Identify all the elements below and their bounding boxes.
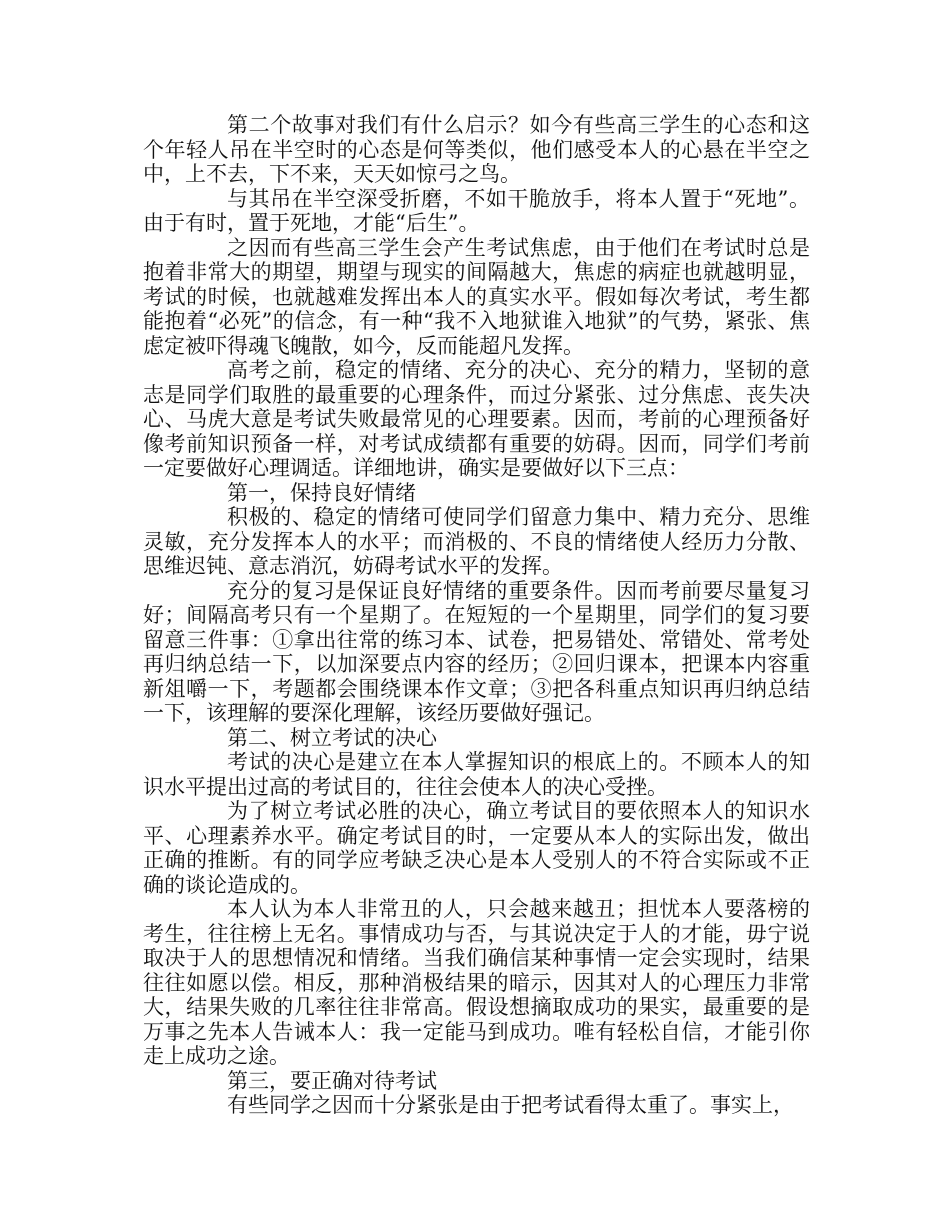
paragraph: 有些同学之因而十分紧张是由于把考试看得太重了。事实上，: [227, 1093, 794, 1117]
paragraph: 为了树立考试必胜的决心，确立考试目的要依照本人的知识水平、心理素养水平。确定考试目的时，一定要从本人的实际出发，做出正确的推断。有的同学应考缺乏决心是本人受别人的不符合实际或不正确的谈论造成的。: [143, 799, 810, 897]
paragraph: 充分的复习是保证良好情绪的重要条件。因而考前要尽量复习好；间隔高考只有一个星期了。在短短的一个星期里，同学们的复习要留意三件事：①拿出往常的练习本、试卷，把易错处、常错处、常考处再归纳总结一下，以加深要点内容的经历；②回归课本，把课本内容重新俎嚼一下，考题都会围绕课本作文章；③把各科重点知识再归纳总结一下，该理解的要深化理解，该经历要做好强记。: [143, 578, 810, 725]
paragraph: 本人认为本人非常丑的人，只会越来越丑；担忧本人要落榜的考生，往往榜上无名。事情成功与否，与其说决定于人的才能，毋宁说取决于人的思想情况和情绪。当我们确信某种事情一定会实现时，结果往往如愿以偿。相反，那种消极结果的暗示，因其对人的心理压力非常大，结果失败的几率往往非常高。假设想摘取成功的果实，最重要的是万事之先本人告诫本人：我一定能马到成功。唯有轻松自信，才能引你走上成功之途。: [143, 897, 810, 1068]
section-heading: 第二、树立考试的决心: [227, 725, 437, 750]
paragraph: 高考之前，稳定的情绪、充分的决心、充分的精力，坚韧的意志是同学们取胜的最重要的心理条件，而过分紧张、过分焦虑、丧失决心、马虎大意是考试失败最常见的心理要素。因而，考前的心理预备好像考前知识预备一样，对考试成绩都有重要的妨碍。因而，同学们考前一定要做好心理调适。详细地讲，确实是要做好以下三点：: [143, 358, 810, 480]
paragraph: 积极的、稳定的情绪可使同学们留意力集中、精力充分、思维灵敏，充分发挥本人的水平；而消极的、不良的情绪使人经历力分散、思维迟钝、意志消沉，妨碍考试水平的发挥。: [143, 505, 810, 578]
section-heading: 第一，保持良好情绪: [227, 480, 416, 505]
paragraph: 之因而有些高三学生会产生考试焦虑，由于他们在考试时总是抱着非常大的期望，期望与现实的间隔越大，焦虑的病症也就越明显，考试的时候，也就越难发挥出本人的真实水平。假如每次考试，考生都能抱着“必死”的信念，有一种“我不入地狱谁入地狱”的气势，紧张、焦虑定被吓得魂飞魄散，如今，反而能超凡发挥。: [143, 235, 810, 358]
section-heading: 第三，要正确对待考试: [227, 1068, 437, 1093]
document-body: [143, 113, 810, 1118]
paragraph: 考试的决心是建立在本人掌握知识的根底上的。不顾本人的知识水平提出过高的考试目的，往往会使本人的决心受挫。: [143, 750, 810, 799]
paragraph: 与其吊在半空深受折磨，不如干脆放手，将本人置于“死地”。由于有时，置于死地，才能“后生”。: [143, 186, 810, 235]
paragraph: 第二个故事对我们有什么启示？如今有些高三学生的心态和这个年轻人吊在半空时的心态是何等类似，他们感受本人的心悬在半空之中，上不去，下不来，天天如惊弓之鸟。: [143, 113, 810, 186]
